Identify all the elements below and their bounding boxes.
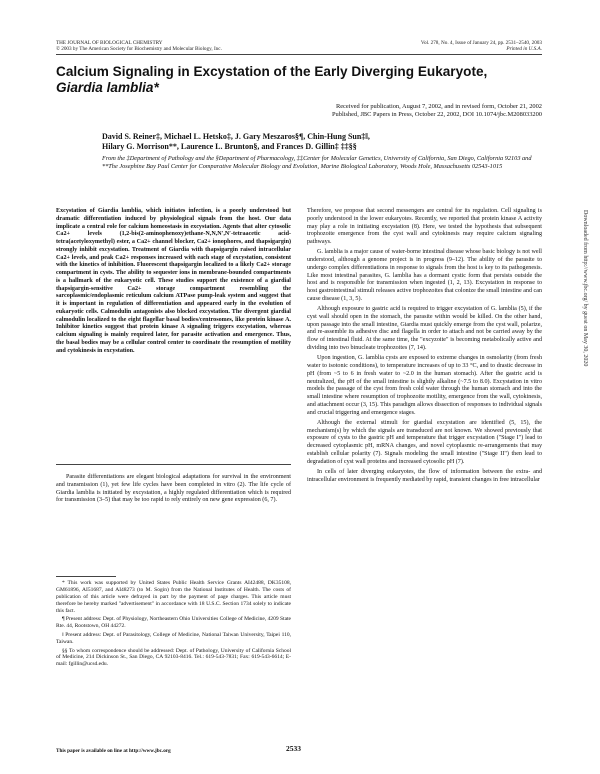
received-line: Received for publication, August 7, 2002, and in revised form, October 21, 2002	[335, 103, 542, 110]
footer-website: This paper is available on line at http://www.jbc.org	[56, 748, 171, 754]
printed-in: Printed in U.S.A.	[506, 46, 542, 53]
footnote-rule	[56, 576, 116, 577]
footnote-address-2: ‖ Present address: Dept. of Parasitology, College of Medicine, National Taiwan University, Taipei 110, Taiwan.	[56, 631, 291, 645]
page-number: 2533	[286, 744, 301, 753]
body-paragraph: Therefore, we propose that second messengers are central for its regulation. Cell signaling is poorly understood in the lower eukaryotes. Recently, we reported that protein kinase A activity may play a role in initiating excystation (8). Here, we tested the hypothesis that subsequent trophozoite emergence from the cyst wall and cytokinesis may require calcium signaling pathways.	[307, 208, 542, 245]
title-main: Calcium Signaling in Excystation of the Early Diverging Eukaryote,	[56, 64, 488, 79]
footnote-address-1: ¶ Present address: Dept. of Physiology, Northeastern Ohio Universities College of Medicine, 4209 State Rte. 44, Rootstown, OH 44272.	[56, 616, 291, 630]
authors-line-1: David S. Reiner‡, Michael L. Hetsko‡, J. Gary Meszaros§¶, Chin-Hung Sun‡‖,	[102, 132, 370, 141]
right-column	[307, 208, 542, 487]
journal-header-left	[56, 40, 222, 53]
download-note[interactable]: Downloaded from http://www.jbc.org/ by guest on May 30, 2020	[582, 210, 588, 367]
volume-issue: Vol. 278, No. 4, Issue of January 24, pp. 2531–2540, 2003	[420, 40, 542, 46]
header-rule	[56, 54, 542, 55]
journal-name: THE JOURNAL OF BIOLOGICAL CHEMISTRY	[56, 40, 163, 46]
published-line: Published, JBC Papers in Press, October 22, 2002, DOI 10.1074/jbc.M208033200	[332, 111, 542, 118]
download-sidebar	[580, 210, 590, 550]
author-list	[102, 132, 522, 152]
body-paragraph: G. lamblia is a major cause of water-borne intestinal disease whose basic biology is not well understood, although a genome project is in progress (9–12). The ability of the parasite to undergo complex differentiations in response to signals from the host is key to its pathogenesis. Like most intestinal parasites, G. lamblia has a dormant cystic form that persists outside the host and is responsible for transmission when ingested (1, 2, 13). Excystation in response to host gastrointestinal stimuli releases active trophozoites that colonize the small intestine and can cause disease (1, 3, 5).	[307, 249, 542, 302]
body-paragraph: Upon ingestion, G. lamblia cysts are exposed to extreme changes in osmolarity (from fresh water to isotonic conditions), to temperature increases of up to 33 °C, and to drastic decrease in pH (from ~5 to 6 in fresh water to ~2.0 in the human stomach). After the gastric acid is neutralized, the pH of the small intestine is slightly alkaline (~7.5 to 8.0). Excystation in vitro models the passage of the cyst from fresh cold water through the human stomach and into the small intestine where resumption of trophozoite motility, emergence from the wall, cytokinesis, and attachment occur (3, 15). This paradigm allows dissection of responses to individual signals and crucial triggering and emergence stages.	[307, 355, 542, 416]
affiliation: From the ‡Department of Pathology and the §Department of Pharmacology, ‡‡Center for Molecular Genetics, University of California, San Diego, California 92103 and **The Josephine Bay Paul Center for Comparative Molecular Biology and Evolution, Marine Biological Laboratory, Woods Hole, Massachusetts 02543-1015	[102, 155, 532, 170]
body-paragraph: In cells of later diverging eukaryotes, the flow of information between the extra- and intracellular environment is frequently mediated by rapid, transient changes in free intracellular	[307, 468, 542, 483]
authors-line-2: Hilary G. Morrison**, Laurence L. Brunton§, and Frances D. Gillin‡ ‡‡§§	[102, 142, 357, 151]
abstract: Excystation of Giardia lamblia, which initiates infection, is a poorly understood but dramatic differentiation induced by physiological signals from the host. Our data implicate a central role for calcium homeostasis in excystation. Agents that alter cytosolic Ca2+ levels (1,2-bis(2-aminophenoxy)ethane-N,N,N′,N′-tetraacetic acid-tetra(acetyloxymethyl) ester, a Ca2+ channel blocker, Ca2+ ionophores, and thapsigargin) strongly inhibit excystation. Treatment of Giardia with thapsigargin raised intracellular Ca2+ levels, and peak Ca2+ responses increased with each stage of excystation, consistent with the kinetics of inhibition. Fluorescent thapsigargin localized to a likely Ca2+ storage compartment in cysts. The ability to sequester ions in membrane-bounded compartments is a hallmark of the eukaryotic cell. These studies support the existence of a giardial thapsigargin-sensitive Ca2+ storage compartment resembling the sarcoplasmic/endoplasmic reticulum calcium ATPase pump-leak system and suggest that it is important in regulation of differentiation and appeared early in the evolution of eukaryotic cells. Calmodulin antagonists also blocked excystation. The divergent giardial calmodulin localized to the eight flagellar basal bodies/centrosomes, like protein kinase A. Inhibitor kinetics suggest that protein kinase A signaling triggers excystation, whereas calcium signaling is mainly required later, for parasite activation and emergence. Thus, the basal bodies may be a cellular control center to coordinate the resumption of motility and cytokinesis in excystation.	[56, 208, 291, 354]
body-paragraph: Although the external stimuli for giardial excystation are identified (5, 15), the mechanism(s) by which the signals are transduced are not known. We showed previously that exposure of cysts to the gastric pH and temperature that trigger excystation ("Stage I") lead to decreased cytoplasmic pH, mRNA changes, and novel cytoplasmic re-arrangements that may establish cellular polarity (7). Signals modeling the small intestine ("Stage II") then lead to degradation of cyst wall proteins and increased cytosolic pH (7).	[307, 419, 542, 465]
abstract-rule	[56, 464, 291, 465]
journal-header-right	[421, 40, 542, 53]
title-organism: Giardia lamblia*	[56, 80, 159, 95]
paper-title	[56, 64, 542, 96]
footnote-correspondence: §§ To whom correspondence should be addressed: Dept. of Pathology, University of California School of Medicine, 214 Dickinson St., San Diego, CA 92103-8416. Tel.: 619-543-7831; Fax: 619-543-6614; E-mail: fgillin@ucsd.edu.	[56, 647, 291, 668]
copyright-line: © 2003 by The American Society for Biochemistry and Molecular Biology, Inc.	[56, 46, 222, 53]
footnotes	[56, 580, 291, 670]
intro-paragraph: Parasite differentiations are elegant biological adaptations for survival in the environment and transmission (1), yet few life cycles have been completed in vitro (2). The life cycle of Giardia lamblia is initiated by excystation, a highly regulated differentiation which is required for transmission (3–5) that may be too rapid to rely entirely on new gene expression (6, 7).	[56, 474, 291, 504]
body-paragraph: Although exposure to gastric acid is required to trigger excystation of G. lamblia (5), if the cyst wall should open in the stomach, the parasite within would be killed. On the other hand, upon passage into the small intestine, Giardia must quickly emerge from the cyst wall, polarize, and re-assemble its adhesive disc and flagella in order to attach and not be carried away by the flow of intestinal fluid. At the same time, the "excyzoite" is becoming metabolically active and dividing into two binucleate trophozoites (7, 14).	[307, 306, 542, 351]
received-dates	[332, 103, 542, 119]
footnote-funding: * This work was supported by United States Public Health Service Grants AI42488, DK35108, GM61896, AI51687, and AI48273 (to M. Sogin) from the National Institutes of Health. The costs of publication of this article were defrayed in part by the payment of page charges. This article must therefore be hereby marked "advertisement" in accordance with 18 U.S.C. Section 1734 solely to indicate this fact.	[56, 580, 291, 614]
